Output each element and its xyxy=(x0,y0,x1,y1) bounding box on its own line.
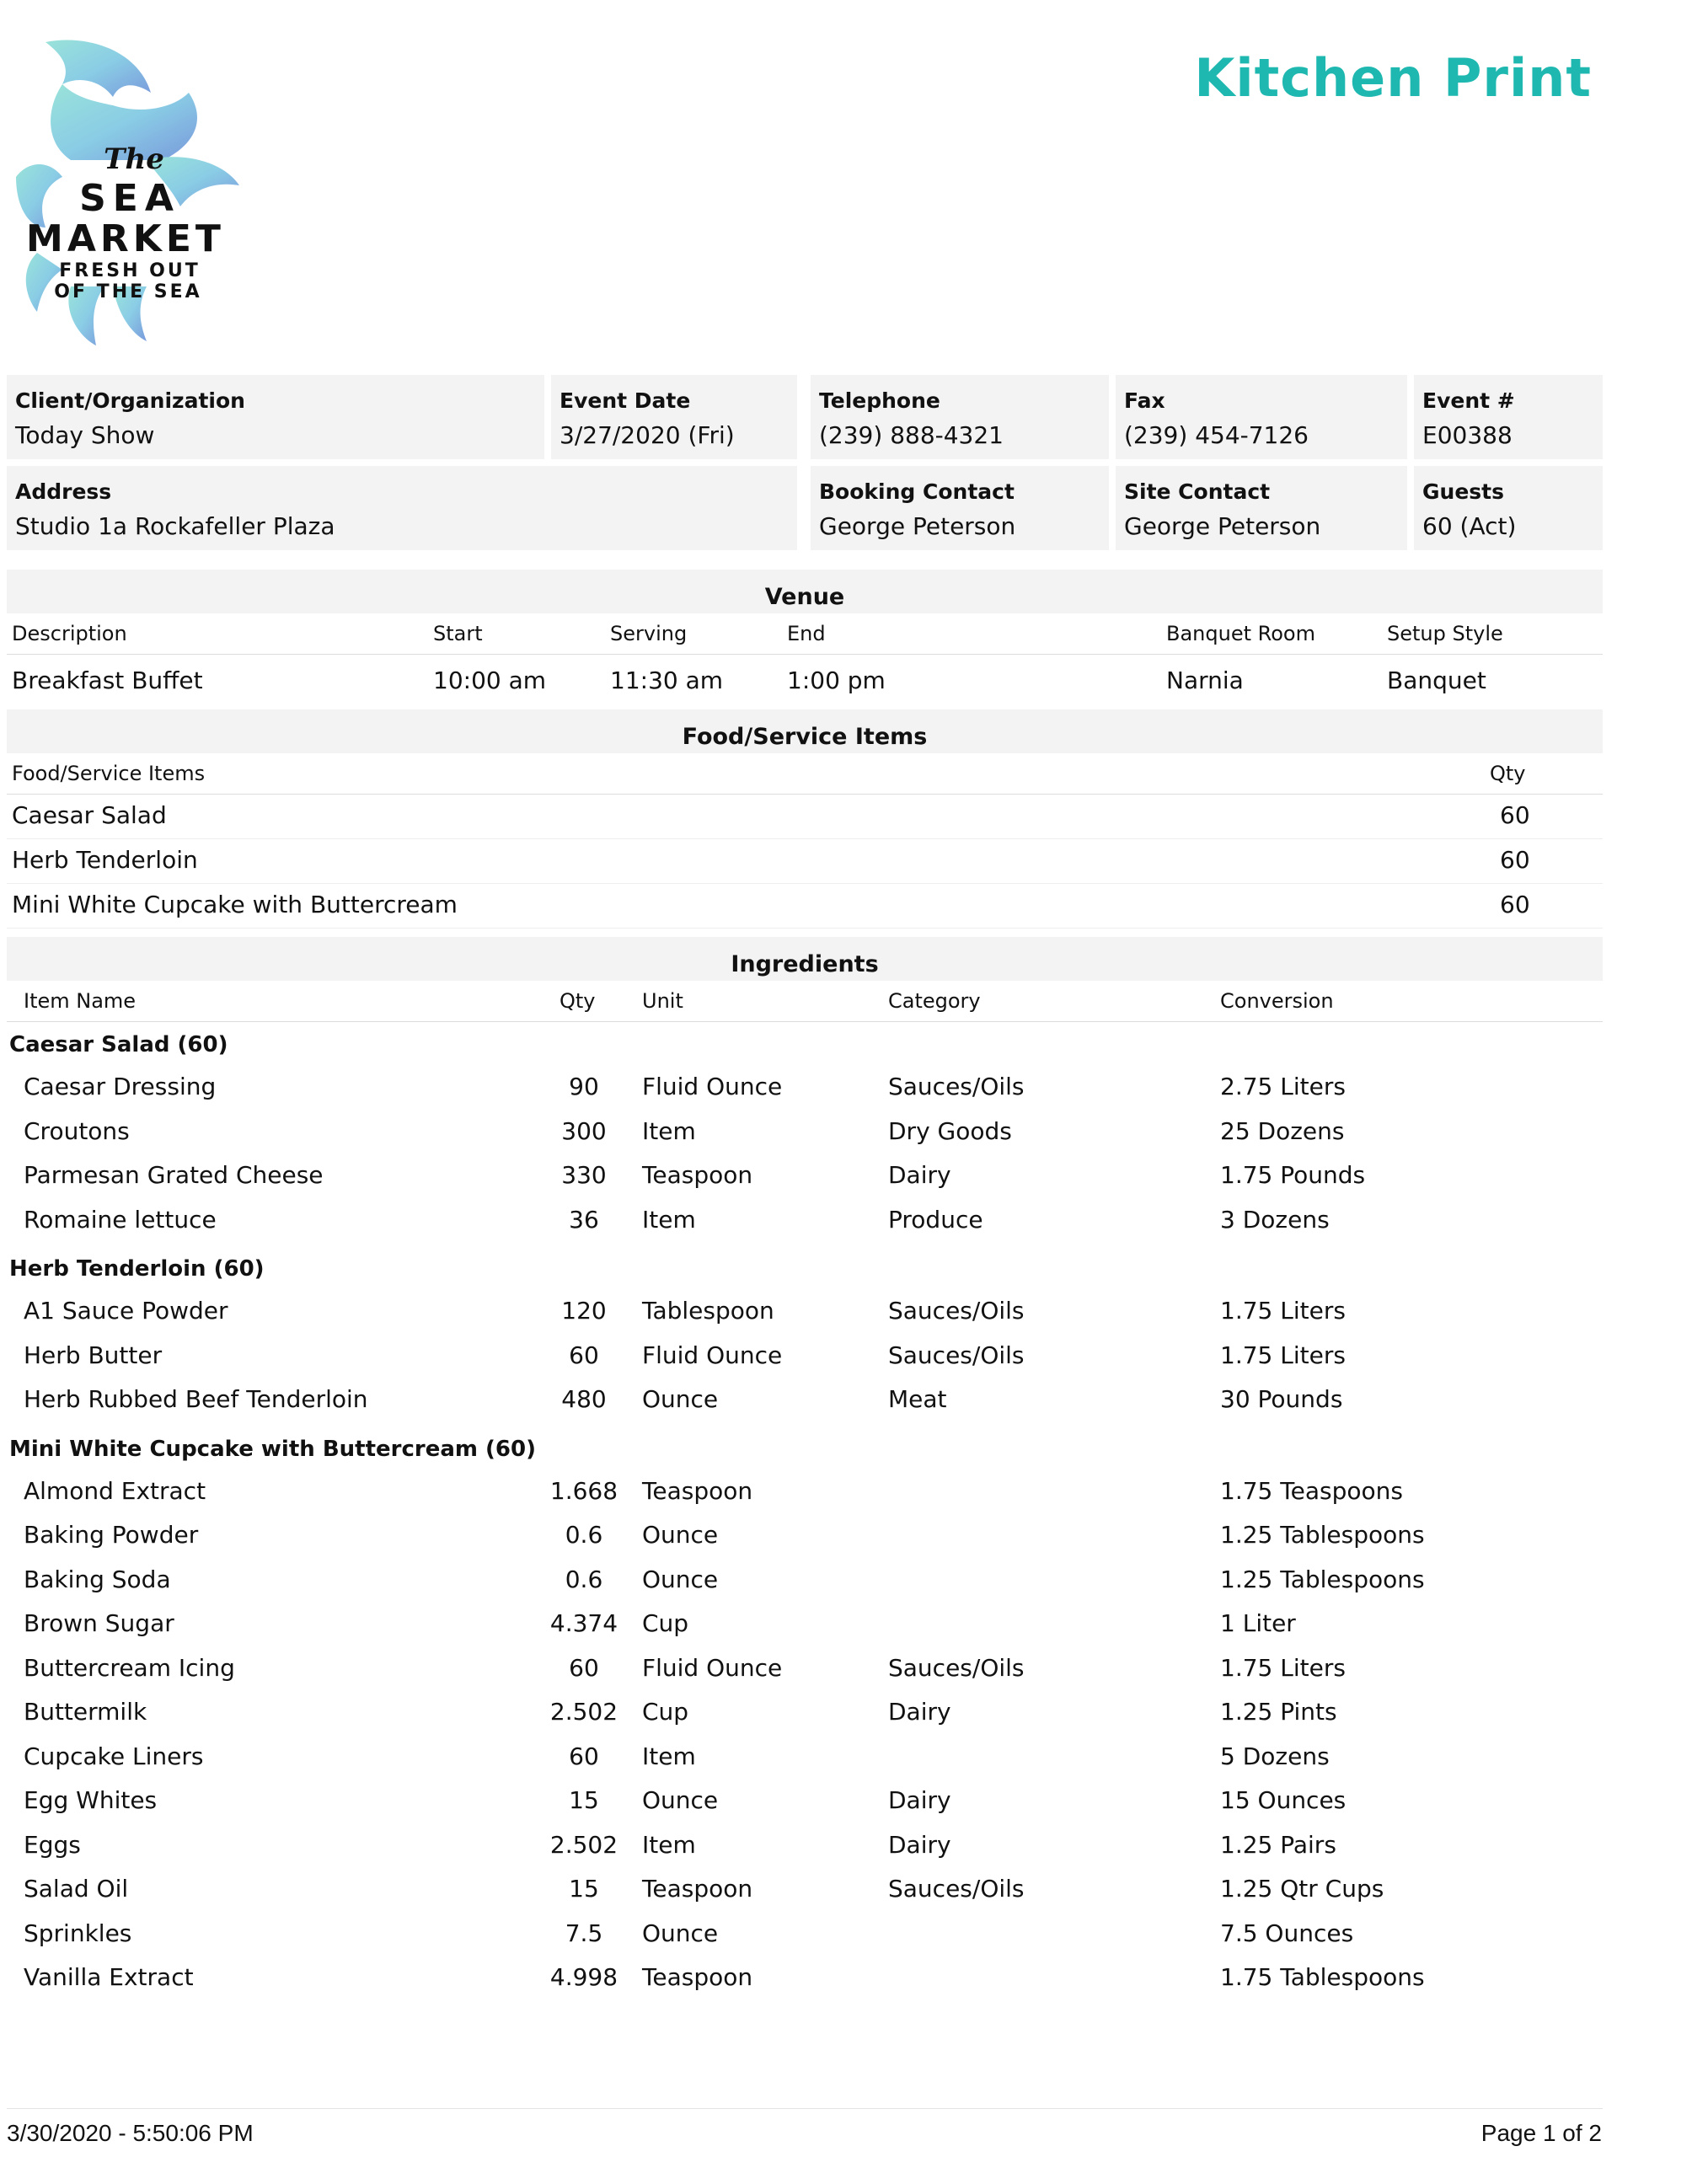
ingredient-unit: Teaspoon xyxy=(642,1875,753,1903)
ingredient-category: Sauces/Oils xyxy=(888,1875,1025,1903)
ingredient-name: Herb Butter xyxy=(24,1341,163,1369)
ingredient-conversion: 1.25 Tablespoons xyxy=(1220,1521,1425,1549)
booking-contact-label: Booking Contact xyxy=(819,479,1015,504)
venue-end: 1:00 pm xyxy=(787,666,886,694)
ingredient-category: Dairy xyxy=(888,1161,951,1189)
venue-col-setup-style: Setup Style xyxy=(1387,622,1503,645)
food-col-qty: Qty xyxy=(1490,762,1526,785)
ingredient-conversion: 30 Pounds xyxy=(1220,1385,1343,1413)
ingredient-conversion: 1.25 Qtr Cups xyxy=(1220,1875,1384,1903)
ingredient-qty: 300 xyxy=(561,1116,607,1145)
ingredient-row xyxy=(7,1780,1603,1824)
ingredient-row xyxy=(7,1470,1603,1515)
ingredient-name: Baking Soda xyxy=(24,1565,171,1593)
ingredient-row xyxy=(7,1335,1603,1379)
telephone-label: Telephone xyxy=(819,388,940,413)
ingredient-unit: Item xyxy=(642,1830,696,1859)
ingredient-name: Baking Powder xyxy=(24,1521,199,1549)
ingredient-unit: Item xyxy=(642,1742,696,1770)
client-label: Client/Organization xyxy=(15,388,245,413)
ingredient-row xyxy=(7,1603,1603,1647)
ingredient-row xyxy=(7,1868,1603,1913)
ingredient-conversion: 1.75 Liters xyxy=(1220,1341,1346,1369)
logo-text-market: MARKET xyxy=(26,217,225,260)
ingredient-unit: Ounce xyxy=(642,1565,719,1593)
event-info-panel xyxy=(7,375,1603,557)
ingredient-qty: 7.5 xyxy=(565,1919,603,1947)
ingredient-qty: 15 xyxy=(569,1875,599,1903)
site-contact-cell xyxy=(1116,466,1407,550)
client-cell xyxy=(7,375,544,459)
ingredient-row xyxy=(7,1913,1603,1957)
logo-text-fresh-out: FRESH OUT xyxy=(59,260,201,281)
ingredient-category: Dairy xyxy=(888,1786,951,1814)
ingredient-conversion: 1.75 Liters xyxy=(1220,1653,1346,1682)
ingredient-conversion: 1.25 Pairs xyxy=(1220,1830,1336,1859)
food-item-name: Herb Tenderloin xyxy=(12,846,198,874)
ingredients-section xyxy=(7,937,1603,2004)
ingredient-row xyxy=(7,1199,1603,1244)
booking-contact-value: George Peterson xyxy=(819,512,1016,540)
ingredient-conversion: 2.75 Liters xyxy=(1220,1073,1346,1100)
ing-col-item-name: Item Name xyxy=(24,989,137,1013)
address-label: Address xyxy=(15,479,112,504)
ingredient-name: Sprinkles xyxy=(24,1919,132,1947)
ingredient-name: Cupcake Liners xyxy=(24,1742,204,1770)
ingredient-unit: Fluid Ounce xyxy=(642,1341,783,1369)
fax-value: (239) 454-7126 xyxy=(1124,421,1309,449)
venue-description: Breakfast Buffet xyxy=(12,666,203,694)
venue-start: 10:00 am xyxy=(433,666,547,694)
ingredient-group-label: Mini White Cupcake with Buttercream (60) xyxy=(9,1436,536,1462)
venue-col-banquet-room: Banquet Room xyxy=(1166,622,1315,645)
ingredient-qty: 0.6 xyxy=(565,1565,603,1593)
ingredient-group-title xyxy=(7,1022,1603,1066)
ingredients-heading: Ingredients xyxy=(7,937,1603,981)
ingredient-row xyxy=(7,1559,1603,1603)
guests-cell xyxy=(1414,466,1603,550)
venue-section xyxy=(7,570,1603,709)
booking-contact-cell xyxy=(811,466,1109,550)
ing-col-category: Category xyxy=(888,989,981,1013)
ingredient-category: Dairy xyxy=(888,1698,951,1726)
venue-column-headers xyxy=(7,613,1603,655)
venue-setup-style: Banquet xyxy=(1387,666,1486,694)
ingredient-row xyxy=(7,1647,1603,1692)
ingredient-qty: 1.668 xyxy=(549,1476,618,1505)
logo-text-sea: SEA xyxy=(79,177,180,220)
ingredient-row xyxy=(7,1824,1603,1869)
ingredient-qty: 60 xyxy=(569,1341,599,1369)
ingredient-name: Almond Extract xyxy=(24,1476,206,1505)
ingredient-unit: Fluid Ounce xyxy=(642,1653,783,1682)
ingredient-conversion: 1.75 Pounds xyxy=(1220,1161,1366,1189)
ingredient-name: A1 Sauce Powder xyxy=(24,1297,228,1325)
food-item-name: Caesar Salad xyxy=(12,801,167,829)
ing-col-unit: Unit xyxy=(642,989,683,1013)
sea-market-logo xyxy=(12,34,248,354)
ingredient-conversion: 7.5 Ounces xyxy=(1220,1919,1354,1947)
ingredient-category: Dry Goods xyxy=(888,1116,1012,1145)
ingredient-name: Parmesan Grated Cheese xyxy=(24,1161,324,1189)
ingredient-unit: Teaspoon xyxy=(642,1161,753,1189)
ingredient-qty: 36 xyxy=(569,1205,599,1234)
ingredient-qty: 90 xyxy=(569,1073,599,1100)
venue-col-start: Start xyxy=(433,622,483,645)
telephone-cell xyxy=(811,375,1109,459)
ingredient-qty: 120 xyxy=(561,1297,607,1325)
ingredient-category: Sauces/Oils xyxy=(888,1653,1025,1682)
event-date-cell xyxy=(551,375,797,459)
ingredient-name: Salad Oil xyxy=(24,1875,129,1903)
ingredient-name: Egg Whites xyxy=(24,1786,158,1814)
food-row xyxy=(7,795,1603,839)
ingredient-conversion: 1.25 Pints xyxy=(1220,1698,1337,1726)
ingredient-name: Vanilla Extract xyxy=(24,1963,194,1991)
ingredient-conversion: 1 Liter xyxy=(1220,1609,1296,1637)
ingredient-qty: 60 xyxy=(569,1653,599,1682)
food-service-heading: Food/Service Items xyxy=(7,709,1603,753)
venue-col-serving: Serving xyxy=(610,622,688,645)
ingredient-groups xyxy=(7,1022,1603,2004)
guests-label: Guests xyxy=(1422,479,1504,504)
page-title: Kitchen Print xyxy=(1194,47,1592,109)
ingredient-qty: 2.502 xyxy=(549,1698,618,1726)
ingredient-unit: Cup xyxy=(642,1609,689,1637)
ingredient-unit: Teaspoon xyxy=(642,1476,753,1505)
ingredient-unit: Ounce xyxy=(642,1521,719,1549)
ingredient-name: Romaine lettuce xyxy=(24,1205,217,1234)
footer-divider xyxy=(7,2108,1603,2109)
venue-col-end: End xyxy=(787,622,826,645)
ingredient-qty: 330 xyxy=(561,1161,607,1189)
ingredient-qty: 480 xyxy=(561,1385,607,1413)
ingredient-qty: 2.502 xyxy=(549,1830,618,1859)
crab-logo-icon xyxy=(12,34,248,354)
ingredient-row xyxy=(7,1066,1603,1111)
fax-cell xyxy=(1116,375,1407,459)
ingredient-qty: 15 xyxy=(569,1786,599,1814)
ingredient-name: Caesar Dressing xyxy=(24,1073,217,1100)
venue-row xyxy=(7,655,1603,709)
ingredient-unit: Item xyxy=(642,1116,696,1145)
ingredient-conversion: 1.25 Tablespoons xyxy=(1220,1565,1425,1593)
site-contact-value: George Peterson xyxy=(1124,512,1321,540)
food-col-items: Food/Service Items xyxy=(12,762,206,785)
ingredient-group-label: Caesar Salad (60) xyxy=(9,1032,228,1057)
ingredient-conversion: 3 Dozens xyxy=(1220,1205,1330,1234)
ing-col-conversion: Conversion xyxy=(1220,989,1334,1013)
ingredient-conversion: 25 Dozens xyxy=(1220,1116,1345,1145)
ingredient-unit: Cup xyxy=(642,1698,689,1726)
ingredient-name: Buttermilk xyxy=(24,1698,147,1726)
ingredient-category: Produce xyxy=(888,1205,983,1234)
ingredient-conversion: 1.75 Teaspoons xyxy=(1220,1476,1403,1505)
ingredient-category: Sauces/Oils xyxy=(888,1297,1025,1325)
ingredient-row xyxy=(7,1154,1603,1199)
food-row xyxy=(7,839,1603,884)
ingredient-category: Meat xyxy=(888,1385,947,1413)
ingredient-group-title xyxy=(7,1246,1603,1290)
food-row xyxy=(7,884,1603,929)
info-row-2 xyxy=(7,466,1603,550)
ingredient-unit: Fluid Ounce xyxy=(642,1073,783,1100)
logo-text-the: The xyxy=(104,142,164,176)
site-contact-label: Site Contact xyxy=(1124,479,1271,504)
event-number-cell xyxy=(1414,375,1603,459)
ingredient-name: Brown Sugar xyxy=(24,1609,174,1637)
ingredient-unit: Ounce xyxy=(642,1786,719,1814)
ingredient-name: Eggs xyxy=(24,1830,81,1859)
event-date-value: 3/27/2020 (Fri) xyxy=(560,421,735,449)
logo-text-of-the-sea: OF THE SEA xyxy=(54,281,202,302)
ingredient-group-title xyxy=(7,1426,1603,1470)
ingredient-qty: 4.998 xyxy=(549,1963,618,1991)
ingredient-conversion: 15 Ounces xyxy=(1220,1786,1347,1814)
ingredient-qty: 4.374 xyxy=(549,1609,618,1637)
food-service-column-headers xyxy=(7,753,1603,795)
venue-col-description: Description xyxy=(12,622,127,645)
ingredient-qty: 0.6 xyxy=(565,1521,603,1549)
ingredient-conversion: 1.75 Liters xyxy=(1220,1297,1346,1325)
ingredient-unit: Tablespoon xyxy=(642,1297,774,1325)
ingredient-unit: Teaspoon xyxy=(642,1963,753,1991)
ingredient-row xyxy=(7,1514,1603,1559)
ingredient-row xyxy=(7,1736,1603,1780)
food-item-qty: 60 xyxy=(1500,891,1530,918)
ingredient-unit: Ounce xyxy=(642,1385,719,1413)
ingredient-unit: Ounce xyxy=(642,1919,719,1947)
ingredient-qty: 60 xyxy=(569,1742,599,1770)
ingredient-group-label: Herb Tenderloin (60) xyxy=(9,1256,265,1282)
telephone-value: (239) 888-4321 xyxy=(819,421,1004,449)
food-item-qty: 60 xyxy=(1500,846,1530,874)
ingredient-unit: Item xyxy=(642,1205,696,1234)
address-cell xyxy=(7,466,797,550)
ingredient-row xyxy=(7,1956,1603,2001)
guests-value: 60 (Act) xyxy=(1422,512,1517,540)
ingredient-category: Sauces/Oils xyxy=(888,1073,1025,1100)
event-date-label: Event Date xyxy=(560,388,691,413)
group-spacer xyxy=(7,2001,1603,2004)
ingredients-column-headers xyxy=(7,981,1603,1022)
ingredient-category: Sauces/Oils xyxy=(888,1341,1025,1369)
event-number-label: Event # xyxy=(1422,388,1515,413)
footer-timestamp: 3/30/2020 - 5:50:06 PM xyxy=(7,2120,254,2146)
address-value: Studio 1a Rockafeller Plaza xyxy=(15,512,335,540)
ingredient-row xyxy=(7,1290,1603,1335)
ing-col-qty: Qty xyxy=(560,989,596,1013)
food-item-qty: 60 xyxy=(1500,801,1530,829)
fax-label: Fax xyxy=(1124,388,1165,413)
venue-heading: Venue xyxy=(7,570,1603,613)
event-number-value: E00388 xyxy=(1422,421,1513,449)
client-value: Today Show xyxy=(15,421,155,449)
ingredient-row xyxy=(7,1378,1603,1423)
ingredient-name: Croutons xyxy=(24,1116,130,1145)
ingredient-row xyxy=(7,1111,1603,1155)
info-row-1 xyxy=(7,375,1603,459)
venue-serving: 11:30 am xyxy=(610,666,724,694)
food-item-name: Mini White Cupcake with Buttercream xyxy=(12,891,458,918)
food-service-section xyxy=(7,709,1603,929)
ingredient-row xyxy=(7,1691,1603,1736)
ingredient-name: Buttercream Icing xyxy=(24,1653,235,1682)
footer-page-number: Page 1 of 2 xyxy=(1480,2120,1602,2146)
ingredient-conversion: 1.75 Tablespoons xyxy=(1220,1963,1425,1991)
ingredient-name: Herb Rubbed Beef Tenderloin xyxy=(24,1385,368,1413)
ingredient-category: Dairy xyxy=(888,1830,951,1859)
venue-banquet-room: Narnia xyxy=(1166,666,1244,694)
ingredient-conversion: 5 Dozens xyxy=(1220,1742,1330,1770)
